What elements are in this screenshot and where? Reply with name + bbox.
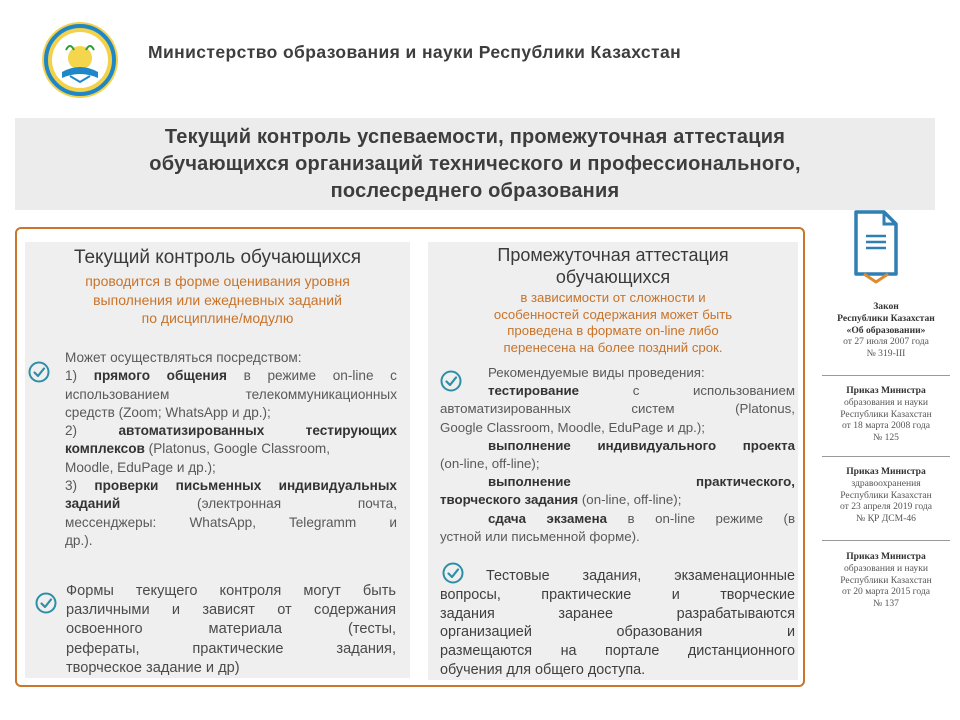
forms-line: освоенного материала (тесты,	[66, 621, 396, 638]
type-project-line: (on-line, off-line);	[440, 456, 540, 472]
left-card-heading: Текущий контроль обучающихся	[73, 247, 362, 268]
checkmark-icon	[35, 592, 57, 614]
forms-line: Формы текущего контроля могут быть	[66, 583, 396, 599]
means-item-3-line: др.).	[65, 532, 93, 548]
title-line: Текущий контроль успеваемости, промежуточная аттестация	[164, 125, 786, 148]
heading-line: Промежуточная аттестация	[497, 245, 729, 265]
tests-line: размещаются на портале дистанционного	[440, 643, 795, 660]
type-testing-line: автоматизированных систем (Platonus,	[440, 401, 795, 417]
title-line: послесреднего образования	[330, 179, 620, 202]
means-intro: Может осуществляться посредством:	[65, 350, 302, 365]
means-item-2: 2) автоматизированных тестирующих	[65, 423, 397, 439]
tests-line: организацией образования и	[440, 624, 795, 641]
type-testing: тестирование с использованием	[488, 383, 795, 399]
tests-line: задания заранее разрабатываются	[440, 605, 795, 622]
type-practical-line: творческого задания (on-line, off-line);	[440, 492, 682, 508]
type-project: выполнение индивидуального проекта	[488, 437, 795, 453]
law-item-order-dsm46: Приказ Министра здравоохранения Республики Казахстан от 23 апреля 2019 года № ҚР ДСМ-46	[839, 466, 933, 525]
forms-line: рефераты, практические задания,	[66, 640, 396, 657]
subtitle-line: проведена в формате on-line либо	[507, 323, 719, 339]
law-item-order-125: Приказ Министра образования и науки Республики Казахстан от 18 марта 2008 года № 125	[840, 385, 932, 444]
ministry-name: Министерство образования и науки Республики Казахстан	[148, 42, 682, 62]
divider	[822, 375, 950, 376]
divider	[822, 456, 950, 457]
means-item-1-line: использованием телекоммуникационных	[65, 386, 397, 402]
means-item-2-line: комплексов (Platonus, Google Classroom,	[65, 441, 330, 457]
tests-line: вопросы, практические и творческие	[440, 586, 795, 603]
page-title	[15, 118, 935, 210]
right-card-heading	[428, 244, 798, 288]
means-item-3-line: мессенджеры: WhatsApp, Telegramm и	[65, 514, 397, 530]
type-exam: сдача экзамена в on-line режиме (в	[488, 510, 796, 526]
title-line: обучающихся организаций технического и профессионального,	[149, 152, 801, 175]
means-item-1: 1) прямого общения в режиме on-line с	[65, 368, 397, 384]
left-block-forms	[66, 582, 396, 678]
heading-line: обучающихся	[555, 267, 671, 287]
subtitle-line: в зависимости от сложности и	[520, 290, 706, 305]
means-item-3-line: заданий (электронная почта,	[65, 496, 397, 512]
tests-line: обучения для общего доступа.	[440, 661, 646, 678]
type-testing-line: Google Classroom, Moodle, EduPage и др.);	[440, 419, 706, 435]
tests-line: Тестовые задания, экзаменационные	[486, 568, 795, 584]
left-block-means	[65, 349, 397, 550]
left-card-subtitle	[25, 272, 410, 328]
forms-line: различными и зависят от содержания	[66, 602, 396, 619]
type-practical: выполнение практического,	[488, 474, 795, 490]
checkmark-icon	[28, 361, 50, 383]
subtitle-line: особенностей содержания может быть	[493, 306, 733, 322]
forms-line: творческое задание и др)	[66, 659, 240, 676]
divider	[822, 540, 950, 541]
types-intro: Рекомендуемые виды проведения:	[488, 365, 705, 380]
means-item-3: 3) проверки письменных индивидуальных	[65, 478, 397, 494]
subtitle-line: по дисциплине/модулю	[141, 310, 294, 326]
document-icon	[850, 208, 900, 284]
right-block-tests	[440, 567, 795, 680]
subtitle-line: перенесена на более поздний срок.	[503, 339, 723, 355]
means-item-1-line: средств (Zoom; WhatsApp и др.);	[65, 404, 271, 420]
right-card-subtitle	[428, 290, 798, 356]
law-item-order-137: Приказ Министра образования и науки Республики Казахстан от 20 марта 2015 года № 137	[840, 551, 932, 610]
law-item-education: Закон Республики Казахстан «Об образовании» от 27 июля 2007 года № 319-III	[837, 301, 935, 360]
state-emblem-logo	[40, 20, 120, 100]
subtitle-line: проводится в форме оценивания уровня	[85, 273, 350, 289]
means-item-2-line: Moodle, EduPage и др.);	[65, 459, 216, 475]
right-block-types	[440, 364, 795, 546]
type-exam-line: устной или письменной форме).	[440, 528, 640, 544]
subtitle-line: выполнения или ежедневных заданий	[93, 291, 342, 308]
